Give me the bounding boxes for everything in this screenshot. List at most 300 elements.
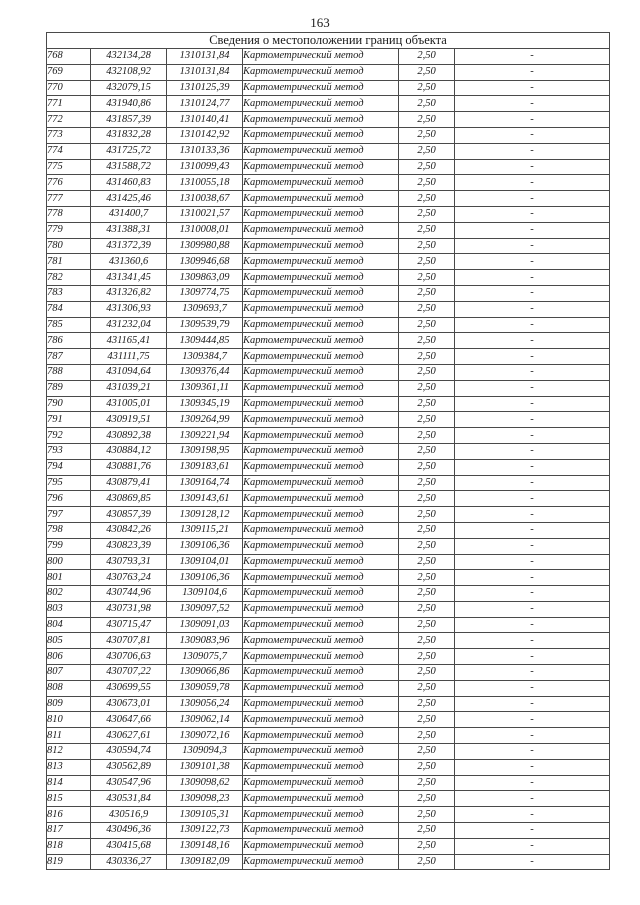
- accuracy-cell: 2,50: [399, 127, 455, 143]
- method-cell: Картометрический метод: [243, 522, 399, 538]
- table-row: [47, 112, 610, 128]
- table-row: [47, 728, 610, 744]
- note-cell: -: [455, 443, 610, 459]
- accuracy-cell: 2,50: [399, 96, 455, 112]
- method-cell: Картометрический метод: [243, 649, 399, 665]
- accuracy-cell: 2,50: [399, 649, 455, 665]
- y-coordinate-cell: 1310099,43: [167, 159, 243, 175]
- point-number-cell: 787: [47, 349, 91, 365]
- method-cell: Картометрический метод: [243, 775, 399, 791]
- method-cell: Картометрический метод: [243, 364, 399, 380]
- method-cell: Картометрический метод: [243, 428, 399, 444]
- x-coordinate-cell: 430744,96: [91, 586, 167, 602]
- method-cell: Картометрический метод: [243, 80, 399, 96]
- method-cell: Картометрический метод: [243, 744, 399, 760]
- table-row: [47, 522, 610, 538]
- accuracy-cell: 2,50: [399, 112, 455, 128]
- accuracy-cell: 2,50: [399, 759, 455, 775]
- point-number-cell: 809: [47, 696, 91, 712]
- table-row: [47, 349, 610, 365]
- note-cell: -: [455, 49, 610, 65]
- table-row: [47, 317, 610, 333]
- table-row: [47, 712, 610, 728]
- point-number-cell: 785: [47, 317, 91, 333]
- y-coordinate-cell: 1309083,96: [167, 633, 243, 649]
- table-row: [47, 538, 610, 554]
- note-cell: -: [455, 759, 610, 775]
- y-coordinate-cell: 1309345,19: [167, 396, 243, 412]
- table-row: [47, 854, 610, 870]
- x-coordinate-cell: 430707,81: [91, 633, 167, 649]
- x-coordinate-cell: 431388,31: [91, 222, 167, 238]
- table-caption: Сведения о местоположении границ объекта: [47, 33, 610, 49]
- y-coordinate-cell: 1309361,11: [167, 380, 243, 396]
- table-row: [47, 143, 610, 159]
- table-row: [47, 665, 610, 681]
- point-number-cell: 771: [47, 96, 91, 112]
- method-cell: Картометрический метод: [243, 396, 399, 412]
- method-cell: Картометрический метод: [243, 823, 399, 839]
- note-cell: -: [455, 538, 610, 554]
- accuracy-cell: 2,50: [399, 633, 455, 649]
- method-cell: Картометрический метод: [243, 665, 399, 681]
- table-row: [47, 475, 610, 491]
- point-number-cell: 814: [47, 775, 91, 791]
- point-number-cell: 803: [47, 601, 91, 617]
- note-cell: -: [455, 412, 610, 428]
- x-coordinate-cell: 431165,41: [91, 333, 167, 349]
- y-coordinate-cell: 1309128,12: [167, 507, 243, 523]
- accuracy-cell: 2,50: [399, 349, 455, 365]
- x-coordinate-cell: 430892,38: [91, 428, 167, 444]
- x-coordinate-cell: 430793,31: [91, 554, 167, 570]
- point-number-cell: 777: [47, 191, 91, 207]
- table-row: [47, 364, 610, 380]
- note-cell: -: [455, 64, 610, 80]
- note-cell: -: [455, 206, 610, 222]
- point-number-cell: 810: [47, 712, 91, 728]
- x-coordinate-cell: 430706,63: [91, 649, 167, 665]
- table-row: [47, 380, 610, 396]
- point-number-cell: 795: [47, 475, 91, 491]
- y-coordinate-cell: 1309072,16: [167, 728, 243, 744]
- accuracy-cell: 2,50: [399, 744, 455, 760]
- accuracy-cell: 2,50: [399, 64, 455, 80]
- note-cell: -: [455, 317, 610, 333]
- method-cell: Картометрический метод: [243, 254, 399, 270]
- point-number-cell: 815: [47, 791, 91, 807]
- note-cell: -: [455, 586, 610, 602]
- y-coordinate-cell: 1310055,18: [167, 175, 243, 191]
- y-coordinate-cell: 1309122,73: [167, 823, 243, 839]
- accuracy-cell: 2,50: [399, 696, 455, 712]
- accuracy-cell: 2,50: [399, 522, 455, 538]
- method-cell: Картометрический метод: [243, 222, 399, 238]
- y-coordinate-cell: 1309183,61: [167, 459, 243, 475]
- y-coordinate-cell: 1309980,88: [167, 238, 243, 254]
- x-coordinate-cell: 431005,01: [91, 396, 167, 412]
- method-cell: Картометрический метод: [243, 159, 399, 175]
- point-number-cell: 768: [47, 49, 91, 65]
- point-number-cell: 773: [47, 127, 91, 143]
- y-coordinate-cell: 1309094,3: [167, 744, 243, 760]
- point-number-cell: 816: [47, 807, 91, 823]
- accuracy-cell: 2,50: [399, 601, 455, 617]
- point-number-cell: 794: [47, 459, 91, 475]
- accuracy-cell: 2,50: [399, 317, 455, 333]
- y-coordinate-cell: 1309774,75: [167, 285, 243, 301]
- y-coordinate-cell: 1309198,95: [167, 443, 243, 459]
- x-coordinate-cell: 430336,27: [91, 854, 167, 870]
- table-row: [47, 412, 610, 428]
- accuracy-cell: 2,50: [399, 301, 455, 317]
- table-row: [47, 301, 610, 317]
- point-number-cell: 811: [47, 728, 91, 744]
- y-coordinate-cell: 1309106,36: [167, 538, 243, 554]
- y-coordinate-cell: 1309221,94: [167, 428, 243, 444]
- point-number-cell: 796: [47, 491, 91, 507]
- method-cell: Картометрический метод: [243, 586, 399, 602]
- note-cell: -: [455, 159, 610, 175]
- table-row: [47, 507, 610, 523]
- table-row: [47, 586, 610, 602]
- table-row: [47, 175, 610, 191]
- y-coordinate-cell: 1310131,84: [167, 64, 243, 80]
- accuracy-cell: 2,50: [399, 80, 455, 96]
- x-coordinate-cell: 430627,61: [91, 728, 167, 744]
- table-row: [47, 428, 610, 444]
- note-cell: -: [455, 143, 610, 159]
- point-number-cell: 801: [47, 570, 91, 586]
- table-row: [47, 601, 610, 617]
- x-coordinate-cell: 430919,51: [91, 412, 167, 428]
- note-cell: -: [455, 175, 610, 191]
- x-coordinate-cell: 431094,64: [91, 364, 167, 380]
- point-number-cell: 789: [47, 380, 91, 396]
- method-cell: Картометрический метод: [243, 807, 399, 823]
- note-cell: -: [455, 333, 610, 349]
- accuracy-cell: 2,50: [399, 475, 455, 491]
- method-cell: Картометрический метод: [243, 143, 399, 159]
- table-row: [47, 396, 610, 412]
- y-coordinate-cell: 1309059,78: [167, 680, 243, 696]
- accuracy-cell: 2,50: [399, 491, 455, 507]
- method-cell: Картометрический метод: [243, 728, 399, 744]
- y-coordinate-cell: 1309863,09: [167, 270, 243, 286]
- accuracy-cell: 2,50: [399, 665, 455, 681]
- x-coordinate-cell: 431400,7: [91, 206, 167, 222]
- y-coordinate-cell: 1309264,99: [167, 412, 243, 428]
- y-coordinate-cell: 1309376,44: [167, 364, 243, 380]
- x-coordinate-cell: 431857,39: [91, 112, 167, 128]
- method-cell: Картометрический метод: [243, 791, 399, 807]
- method-cell: Картометрический метод: [243, 349, 399, 365]
- method-cell: Картометрический метод: [243, 333, 399, 349]
- method-cell: Картометрический метод: [243, 301, 399, 317]
- method-cell: Картометрический метод: [243, 475, 399, 491]
- y-coordinate-cell: 1309182,09: [167, 854, 243, 870]
- point-number-cell: 772: [47, 112, 91, 128]
- accuracy-cell: 2,50: [399, 823, 455, 839]
- method-cell: Картометрический метод: [243, 459, 399, 475]
- table-row: [47, 633, 610, 649]
- note-cell: -: [455, 238, 610, 254]
- note-cell: -: [455, 285, 610, 301]
- point-number-cell: 792: [47, 428, 91, 444]
- x-coordinate-cell: 431372,39: [91, 238, 167, 254]
- method-cell: Картометрический метод: [243, 491, 399, 507]
- method-cell: Картометрический метод: [243, 696, 399, 712]
- point-number-cell: 793: [47, 443, 91, 459]
- method-cell: Картометрический метод: [243, 680, 399, 696]
- note-cell: -: [455, 791, 610, 807]
- y-coordinate-cell: 1309693,7: [167, 301, 243, 317]
- point-number-cell: 779: [47, 222, 91, 238]
- table-row: [47, 238, 610, 254]
- accuracy-cell: 2,50: [399, 538, 455, 554]
- note-cell: -: [455, 96, 610, 112]
- table-row: [47, 254, 610, 270]
- accuracy-cell: 2,50: [399, 364, 455, 380]
- note-cell: -: [455, 744, 610, 760]
- note-cell: -: [455, 854, 610, 870]
- x-coordinate-cell: 430496,36: [91, 823, 167, 839]
- x-coordinate-cell: 430531,84: [91, 791, 167, 807]
- table-row: [47, 696, 610, 712]
- y-coordinate-cell: 1309148,16: [167, 838, 243, 854]
- boundary-points-table: [46, 32, 610, 870]
- x-coordinate-cell: 431940,86: [91, 96, 167, 112]
- accuracy-cell: 2,50: [399, 712, 455, 728]
- point-number-cell: 798: [47, 522, 91, 538]
- point-number-cell: 797: [47, 507, 91, 523]
- point-number-cell: 812: [47, 744, 91, 760]
- accuracy-cell: 2,50: [399, 143, 455, 159]
- method-cell: Картометрический метод: [243, 554, 399, 570]
- note-cell: -: [455, 665, 610, 681]
- accuracy-cell: 2,50: [399, 570, 455, 586]
- table-caption-row: [47, 33, 610, 49]
- point-number-cell: 775: [47, 159, 91, 175]
- method-cell: Картометрический метод: [243, 175, 399, 191]
- x-coordinate-cell: 430707,22: [91, 665, 167, 681]
- accuracy-cell: 2,50: [399, 775, 455, 791]
- note-cell: -: [455, 380, 610, 396]
- x-coordinate-cell: 431306,93: [91, 301, 167, 317]
- point-number-cell: 790: [47, 396, 91, 412]
- point-number-cell: 776: [47, 175, 91, 191]
- table-row: [47, 680, 610, 696]
- y-coordinate-cell: 1309539,79: [167, 317, 243, 333]
- point-number-cell: 769: [47, 64, 91, 80]
- accuracy-cell: 2,50: [399, 222, 455, 238]
- method-cell: Картометрический метод: [243, 507, 399, 523]
- accuracy-cell: 2,50: [399, 254, 455, 270]
- note-cell: -: [455, 80, 610, 96]
- x-coordinate-cell: 430857,39: [91, 507, 167, 523]
- x-coordinate-cell: 430881,76: [91, 459, 167, 475]
- table-row: [47, 222, 610, 238]
- method-cell: Картометрический метод: [243, 712, 399, 728]
- x-coordinate-cell: 432134,28: [91, 49, 167, 65]
- x-coordinate-cell: 430673,01: [91, 696, 167, 712]
- page-number: 163: [310, 15, 330, 30]
- point-number-cell: 813: [47, 759, 91, 775]
- table-row: [47, 127, 610, 143]
- method-cell: Картометрический метод: [243, 838, 399, 854]
- x-coordinate-cell: 430562,89: [91, 759, 167, 775]
- y-coordinate-cell: 1309106,36: [167, 570, 243, 586]
- x-coordinate-cell: 430869,85: [91, 491, 167, 507]
- table-row: [47, 570, 610, 586]
- y-coordinate-cell: 1310131,84: [167, 49, 243, 65]
- table-row: [47, 744, 610, 760]
- y-coordinate-cell: 1309056,24: [167, 696, 243, 712]
- x-coordinate-cell: 431341,45: [91, 270, 167, 286]
- accuracy-cell: 2,50: [399, 396, 455, 412]
- note-cell: -: [455, 254, 610, 270]
- method-cell: Картометрический метод: [243, 412, 399, 428]
- x-coordinate-cell: 430516,9: [91, 807, 167, 823]
- y-coordinate-cell: 1309066,86: [167, 665, 243, 681]
- note-cell: -: [455, 649, 610, 665]
- accuracy-cell: 2,50: [399, 333, 455, 349]
- accuracy-cell: 2,50: [399, 680, 455, 696]
- point-number-cell: 808: [47, 680, 91, 696]
- note-cell: -: [455, 428, 610, 444]
- note-cell: -: [455, 191, 610, 207]
- table-row: [47, 617, 610, 633]
- point-number-cell: 774: [47, 143, 91, 159]
- y-coordinate-cell: 1310124,77: [167, 96, 243, 112]
- accuracy-cell: 2,50: [399, 191, 455, 207]
- x-coordinate-cell: 430731,98: [91, 601, 167, 617]
- method-cell: Картометрический метод: [243, 601, 399, 617]
- x-coordinate-cell: 431360,6: [91, 254, 167, 270]
- y-coordinate-cell: 1310140,41: [167, 112, 243, 128]
- x-coordinate-cell: 431232,04: [91, 317, 167, 333]
- y-coordinate-cell: 1309091,03: [167, 617, 243, 633]
- accuracy-cell: 2,50: [399, 206, 455, 222]
- method-cell: Картометрический метод: [243, 759, 399, 775]
- note-cell: -: [455, 554, 610, 570]
- y-coordinate-cell: 1309105,31: [167, 807, 243, 823]
- table-row: [47, 791, 610, 807]
- table-row: [47, 64, 610, 80]
- y-coordinate-cell: 1309104,6: [167, 586, 243, 602]
- table-row: [47, 333, 610, 349]
- method-cell: Картометрический метод: [243, 570, 399, 586]
- y-coordinate-cell: 1310021,57: [167, 206, 243, 222]
- accuracy-cell: 2,50: [399, 507, 455, 523]
- accuracy-cell: 2,50: [399, 428, 455, 444]
- point-number-cell: 802: [47, 586, 91, 602]
- note-cell: -: [455, 507, 610, 523]
- table-row: [47, 96, 610, 112]
- table-row: [47, 206, 610, 222]
- note-cell: -: [455, 522, 610, 538]
- method-cell: Картометрический метод: [243, 49, 399, 65]
- table-row: [47, 270, 610, 286]
- y-coordinate-cell: 1309164,74: [167, 475, 243, 491]
- method-cell: Картометрический метод: [243, 443, 399, 459]
- y-coordinate-cell: 1310125,39: [167, 80, 243, 96]
- y-coordinate-cell: 1310038,67: [167, 191, 243, 207]
- note-cell: -: [455, 807, 610, 823]
- accuracy-cell: 2,50: [399, 791, 455, 807]
- method-cell: Картометрический метод: [243, 317, 399, 333]
- table-row: [47, 459, 610, 475]
- accuracy-cell: 2,50: [399, 586, 455, 602]
- table-row: [47, 838, 610, 854]
- y-coordinate-cell: 1309098,23: [167, 791, 243, 807]
- x-coordinate-cell: 430647,66: [91, 712, 167, 728]
- point-number-cell: 780: [47, 238, 91, 254]
- y-coordinate-cell: 1309946,68: [167, 254, 243, 270]
- method-cell: Картометрический метод: [243, 112, 399, 128]
- x-coordinate-cell: 430879,41: [91, 475, 167, 491]
- note-cell: -: [455, 775, 610, 791]
- table-row: [47, 443, 610, 459]
- x-coordinate-cell: 430842,26: [91, 522, 167, 538]
- table-row: [47, 823, 610, 839]
- accuracy-cell: 2,50: [399, 412, 455, 428]
- x-coordinate-cell: 430763,24: [91, 570, 167, 586]
- y-coordinate-cell: 1310142,92: [167, 127, 243, 143]
- y-coordinate-cell: 1309115,21: [167, 522, 243, 538]
- table-row: [47, 191, 610, 207]
- x-coordinate-cell: 430699,55: [91, 680, 167, 696]
- method-cell: Картометрический метод: [243, 380, 399, 396]
- point-number-cell: 784: [47, 301, 91, 317]
- table-row: [47, 807, 610, 823]
- note-cell: -: [455, 712, 610, 728]
- note-cell: -: [455, 112, 610, 128]
- point-number-cell: 818: [47, 838, 91, 854]
- x-coordinate-cell: 431111,75: [91, 349, 167, 365]
- accuracy-cell: 2,50: [399, 854, 455, 870]
- accuracy-cell: 2,50: [399, 728, 455, 744]
- accuracy-cell: 2,50: [399, 270, 455, 286]
- accuracy-cell: 2,50: [399, 238, 455, 254]
- x-coordinate-cell: 430415,68: [91, 838, 167, 854]
- method-cell: Картометрический метод: [243, 64, 399, 80]
- method-cell: Картометрический метод: [243, 206, 399, 222]
- note-cell: -: [455, 838, 610, 854]
- y-coordinate-cell: 1309062,14: [167, 712, 243, 728]
- x-coordinate-cell: 430823,39: [91, 538, 167, 554]
- note-cell: -: [455, 601, 610, 617]
- note-cell: -: [455, 396, 610, 412]
- accuracy-cell: 2,50: [399, 380, 455, 396]
- x-coordinate-cell: 430547,96: [91, 775, 167, 791]
- table-row: [47, 759, 610, 775]
- method-cell: Картометрический метод: [243, 238, 399, 254]
- note-cell: -: [455, 491, 610, 507]
- table-row: [47, 49, 610, 65]
- accuracy-cell: 2,50: [399, 159, 455, 175]
- x-coordinate-cell: 431039,21: [91, 380, 167, 396]
- x-coordinate-cell: 431832,28: [91, 127, 167, 143]
- x-coordinate-cell: 431326,82: [91, 285, 167, 301]
- accuracy-cell: 2,50: [399, 285, 455, 301]
- note-cell: -: [455, 127, 610, 143]
- point-number-cell: 799: [47, 538, 91, 554]
- point-number-cell: 800: [47, 554, 91, 570]
- table-row: [47, 491, 610, 507]
- note-cell: -: [455, 617, 610, 633]
- point-number-cell: 783: [47, 285, 91, 301]
